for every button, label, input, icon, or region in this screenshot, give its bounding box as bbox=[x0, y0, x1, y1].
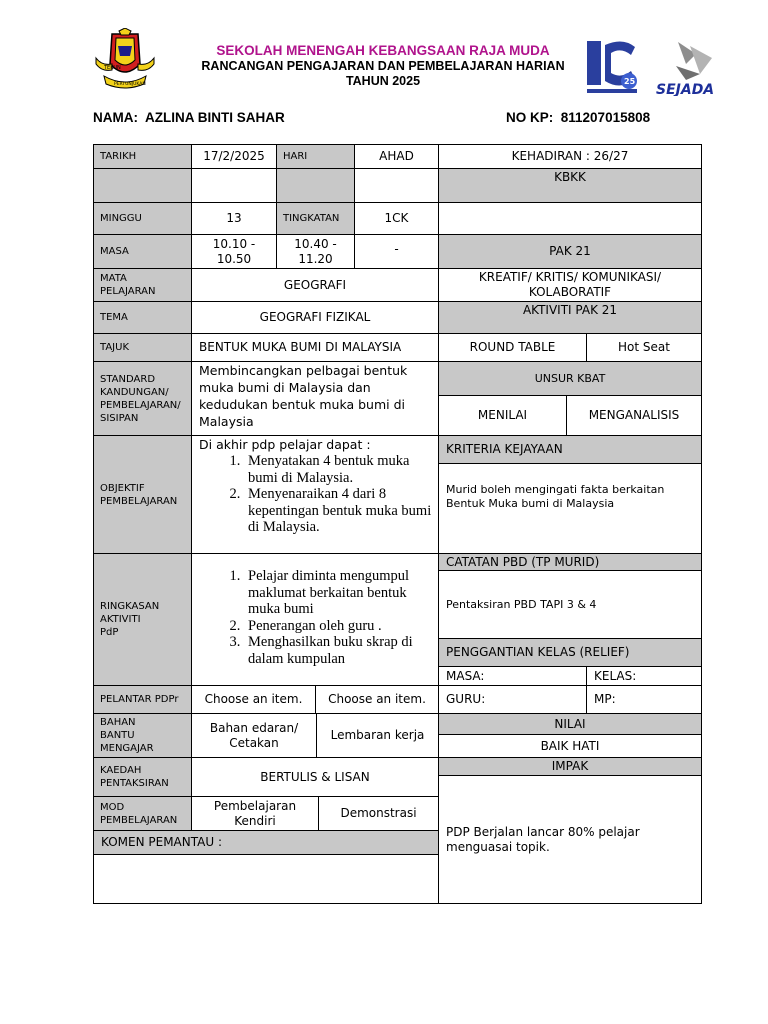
objektif-intro: Di akhir pdp pelajar dapat : bbox=[199, 437, 371, 452]
standard-label: STANDARD KANDUNGAN/ PEMBELAJARAN/ SISIPAN bbox=[93, 361, 192, 436]
tingkatan-label: TINGKATAN bbox=[276, 202, 355, 235]
mata-pelajaran-label: MATA PELAJARAN bbox=[93, 268, 192, 302]
teacher-name-line bbox=[93, 110, 285, 125]
hari-label: HARI bbox=[276, 144, 355, 169]
objektif-item: 2. Menyenaraikan 4 dari 8 kepentingan bentuk muka bumi di Malaysia. bbox=[244, 486, 438, 536]
tarikh-label: TARIKH bbox=[93, 144, 192, 169]
tema-value[interactable]: GEOGRAFI FIZIKAL bbox=[191, 301, 439, 334]
relief-guru[interactable]: GURU: bbox=[438, 685, 587, 714]
aktiviti-item: 2. Penerangan oleh guru . bbox=[244, 618, 438, 635]
kehadiran[interactable]: KEHADIRAN : 26/27 bbox=[438, 144, 702, 169]
tema-label: TEMA bbox=[93, 301, 192, 334]
minggu-value[interactable]: 13 bbox=[191, 202, 277, 235]
sejada-logo bbox=[656, 38, 722, 96]
kriteria-value[interactable]: Murid boleh mengingati fakta berkaitan Bentuk Muka bumi di Malaysia bbox=[438, 463, 702, 554]
masa-value-3[interactable]: - bbox=[354, 234, 439, 269]
relief-masa[interactable]: MASA: bbox=[438, 666, 587, 686]
kbat-value-2[interactable]: MENGANALISIS bbox=[566, 395, 702, 436]
mod-value-1[interactable]: Pembelajaran Kendiri bbox=[191, 796, 319, 831]
program-25-logo bbox=[581, 35, 643, 97]
sejada-logo-text: SEJADA bbox=[656, 82, 715, 96]
kbat-value-1[interactable]: MENILAI bbox=[438, 395, 567, 436]
komen-header: KOMEN PEMANTAU : bbox=[93, 830, 439, 855]
blank-cell-2 bbox=[276, 168, 355, 203]
catatan-pbd-value[interactable]: Pentaksiran PBD TAPI 3 & 4 bbox=[438, 570, 702, 639]
tajuk-value[interactable]: BENTUK MUKA BUMI DI MALAYSIA bbox=[191, 333, 439, 362]
plan-title: RANCANGAN PENGAJARAN DAN PEMBELAJARAN HARIAN bbox=[201, 59, 565, 73]
plan-year: TAHUN 2025 bbox=[345, 74, 421, 88]
program-logo-number: 25 bbox=[624, 77, 636, 86]
school-crest-logo bbox=[94, 28, 156, 90]
nilai-value[interactable]: BAIK HATI bbox=[438, 734, 702, 758]
mod-label: MOD PEMBELAJARAN bbox=[93, 796, 192, 831]
ringkasan-label: RINGKASAN AKTIVITI PdP bbox=[93, 553, 192, 686]
pelantar-select-2[interactable]: Choose an item. bbox=[315, 685, 439, 714]
pelantar-label: PELANTAR PDPr bbox=[93, 685, 192, 714]
blank-cell-1[interactable] bbox=[191, 168, 277, 203]
mata-pelajaran-value[interactable]: GEOGRAFI bbox=[191, 268, 439, 302]
blank-label bbox=[93, 168, 192, 203]
crest-banner-bottom: PERTUNJUKAN bbox=[114, 82, 146, 87]
tingkatan-value[interactable]: 1CK bbox=[354, 202, 439, 235]
relief-mp[interactable]: MP: bbox=[586, 685, 702, 714]
masa-value-1[interactable]: 10.10 - 10.50 bbox=[191, 234, 277, 269]
crest-banner-top: TEKUN bbox=[104, 65, 121, 71]
hari-value[interactable]: AHAD bbox=[354, 144, 439, 169]
bahan-label: BAHAN BANTU MENGAJAR bbox=[93, 713, 192, 758]
tajuk-label: TAJUK bbox=[93, 333, 192, 362]
kaedah-value[interactable]: BERTULIS & LISAN bbox=[191, 757, 439, 797]
pelantar-select-1[interactable]: Choose an item. bbox=[191, 685, 316, 714]
kbkk-header: KBKK bbox=[438, 168, 702, 203]
kp-number: 811207015808 bbox=[560, 110, 651, 125]
minggu-label: MINGGU bbox=[93, 202, 192, 235]
aktiviti-block[interactable] bbox=[191, 553, 439, 686]
aktiviti-pak21-header: AKTIVITI PAK 21 bbox=[438, 301, 702, 334]
standard-value[interactable]: Membincangkan pelbagai bentuk muka bumi di Malaysia dan kedudukan bentuk muka bumi di Malaysia bbox=[191, 361, 439, 436]
kaedah-label: KAEDAH PENTAKSIRAN bbox=[93, 757, 192, 797]
objektif-label: OBJEKTIF PEMBELAJARAN bbox=[93, 435, 192, 554]
aktiviti-item: 3. Menghasilkan buku skrap di dalam kumpulan bbox=[244, 634, 438, 667]
bahan-value-1[interactable]: Bahan edaran/ Cetakan bbox=[191, 713, 317, 758]
pak21-activity-1[interactable]: ROUND TABLE bbox=[438, 333, 587, 362]
relief-header: PENGGANTIAN KELAS (RELIEF) bbox=[438, 638, 702, 667]
kbkk-value[interactable]: KREATIF/ KRITIS/ KOMUNIKASI/ KOLABORATIF bbox=[438, 268, 702, 302]
pak21-header: PAK 21 bbox=[438, 234, 702, 269]
pak21-activity-2[interactable]: Hot Seat bbox=[586, 333, 702, 362]
relief-kelas[interactable]: KELAS: bbox=[586, 666, 702, 686]
masa-value-2[interactable]: 10.40 - 11.20 bbox=[276, 234, 355, 269]
aktiviti-item: 1. Pelajar diminta mengumpul maklumat berkaitan bentuk muka bumi bbox=[244, 568, 438, 618]
school-name: SEKOLAH MENENGAH KEBANGSAAN RAJA MUDA bbox=[216, 43, 550, 58]
catatan-pbd-header: CATATAN PBD (TP MURID) bbox=[438, 553, 702, 571]
bahan-value-2[interactable]: Lembaran kerja bbox=[316, 713, 439, 758]
kbkk-blank[interactable] bbox=[438, 202, 702, 235]
komen-value[interactable] bbox=[93, 854, 439, 904]
objektif-block[interactable] bbox=[191, 435, 439, 554]
nilai-header: NILAI bbox=[438, 713, 702, 735]
teacher-kp-line bbox=[506, 110, 650, 125]
impak-value[interactable]: PDP Berjalan lancar 80% pelajar menguasai topik. bbox=[438, 775, 702, 904]
impak-header: IMPAK bbox=[438, 757, 702, 776]
mod-value-2[interactable]: Demonstrasi bbox=[318, 796, 439, 831]
kbat-header: UNSUR KBAT bbox=[438, 361, 702, 396]
name-label: NAMA: bbox=[93, 110, 138, 125]
kp-label: NO KP: bbox=[506, 110, 554, 125]
kriteria-header: KRITERIA KEJAYAAN bbox=[438, 435, 702, 464]
masa-label: MASA bbox=[93, 234, 192, 269]
objektif-item: 1. Menyatakan 4 bentuk muka bumi di Malaysia. bbox=[244, 453, 438, 486]
blank-cell-3[interactable] bbox=[354, 168, 439, 203]
tarikh-value[interactable]: 17/2/2025 bbox=[191, 144, 277, 169]
teacher-name: AZLINA BINTI SAHAR bbox=[145, 110, 285, 125]
